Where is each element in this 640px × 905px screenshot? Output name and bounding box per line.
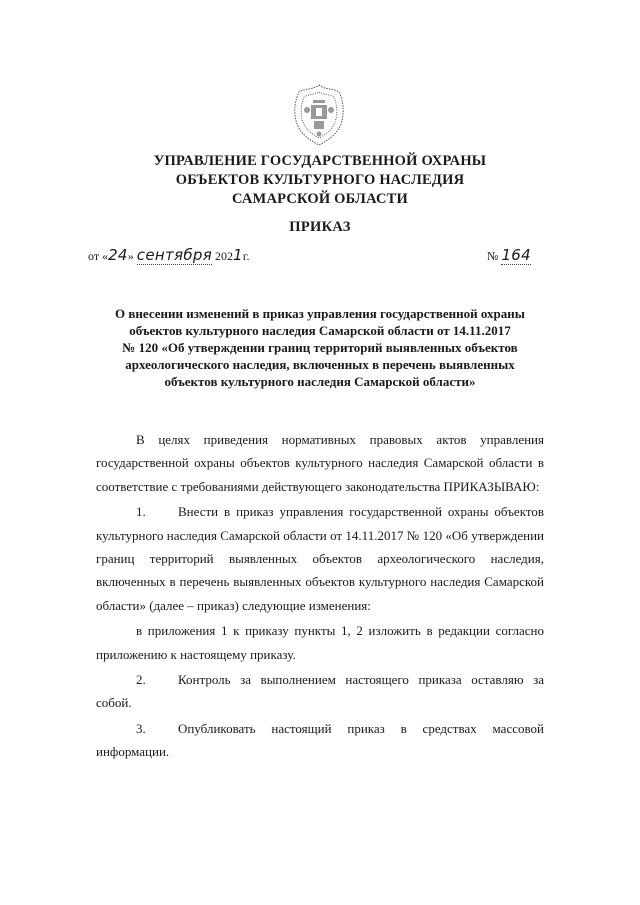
date-month-handwritten: сентября: [136, 246, 213, 264]
agency-header-line: ОБЪЕКТОВ КУЛЬТУРНОГО НАСЛЕДИЯ: [175, 172, 465, 188]
subject-line: О внесении изменений в приказ управления государственной охраны: [115, 306, 525, 321]
date-prefix: от «: [88, 249, 109, 263]
subject-line: объектов культурного наследия Самарской области от 14.11.2017: [129, 323, 511, 338]
agency-header: [0, 152, 640, 209]
intro-paragraph: В целях приведения нормативных правовых актов управления государственной охраны объектов культурного наследия Самарской области в соответствие с требованиями действующего законодательства ПРИКАЗЫВАЮ:: [96, 432, 544, 494]
subject-line: № 120 «Об утверждении границ территорий выявленных объектов: [122, 340, 518, 355]
date-separator: »: [127, 249, 134, 263]
item-3: [96, 717, 544, 764]
item-number: 1.: [136, 504, 146, 520]
order-number: [487, 246, 531, 265]
item-text: Контроль за выполнением настоящего приказа оставляю за собой.: [96, 672, 544, 711]
item-text: Опубликовать настоящий приказ в средствах массовой информации.: [96, 720, 544, 760]
order-date: [88, 246, 249, 265]
item-number: 3.: [136, 720, 146, 736]
item-2: [96, 668, 544, 715]
number-value-handwritten: 164: [501, 246, 531, 264]
subject-line: объектов культурного наследия Самарской области»: [164, 374, 476, 389]
agency-header-line: УПРАВЛЕНИЕ ГОСУДАРСТВЕННОЙ ОХРАНЫ: [153, 153, 487, 169]
date-suffix: г.: [242, 249, 250, 263]
order-body: [96, 428, 544, 764]
coat-of-arms-emblem: [287, 82, 351, 148]
item-text: Внести в приказ управления государственной охраны объектов культурного наследия Самарской области от 14.11.2017 № 120 «Об утверждении границ территорий выявленных объектов археологического наследия, включенных в перечень выявленных объектов культурного наследия Самарской области» (далее – приказ) следующие изменения:: [96, 504, 544, 613]
date-year-handwritten: 1: [233, 246, 243, 264]
item-1: [96, 500, 544, 617]
order-subject: [96, 305, 544, 390]
number-label: №: [487, 249, 499, 263]
item-number: 2.: [136, 672, 146, 688]
item-1-subparagraph: в приложения 1 к приказу пункты 1, 2 изложить в редакции согласно приложению к настоящему приказу.: [96, 623, 544, 662]
date-day-handwritten: 24: [108, 246, 128, 264]
document-type-title: ПРИКАЗ: [289, 219, 351, 235]
subject-line: археологического наследия, включенных в перечень выявленных: [125, 357, 515, 372]
agency-header-line: САМАРСКОЙ ОБЛАСТИ: [231, 191, 409, 207]
date-year-prefix: 202: [215, 249, 234, 263]
